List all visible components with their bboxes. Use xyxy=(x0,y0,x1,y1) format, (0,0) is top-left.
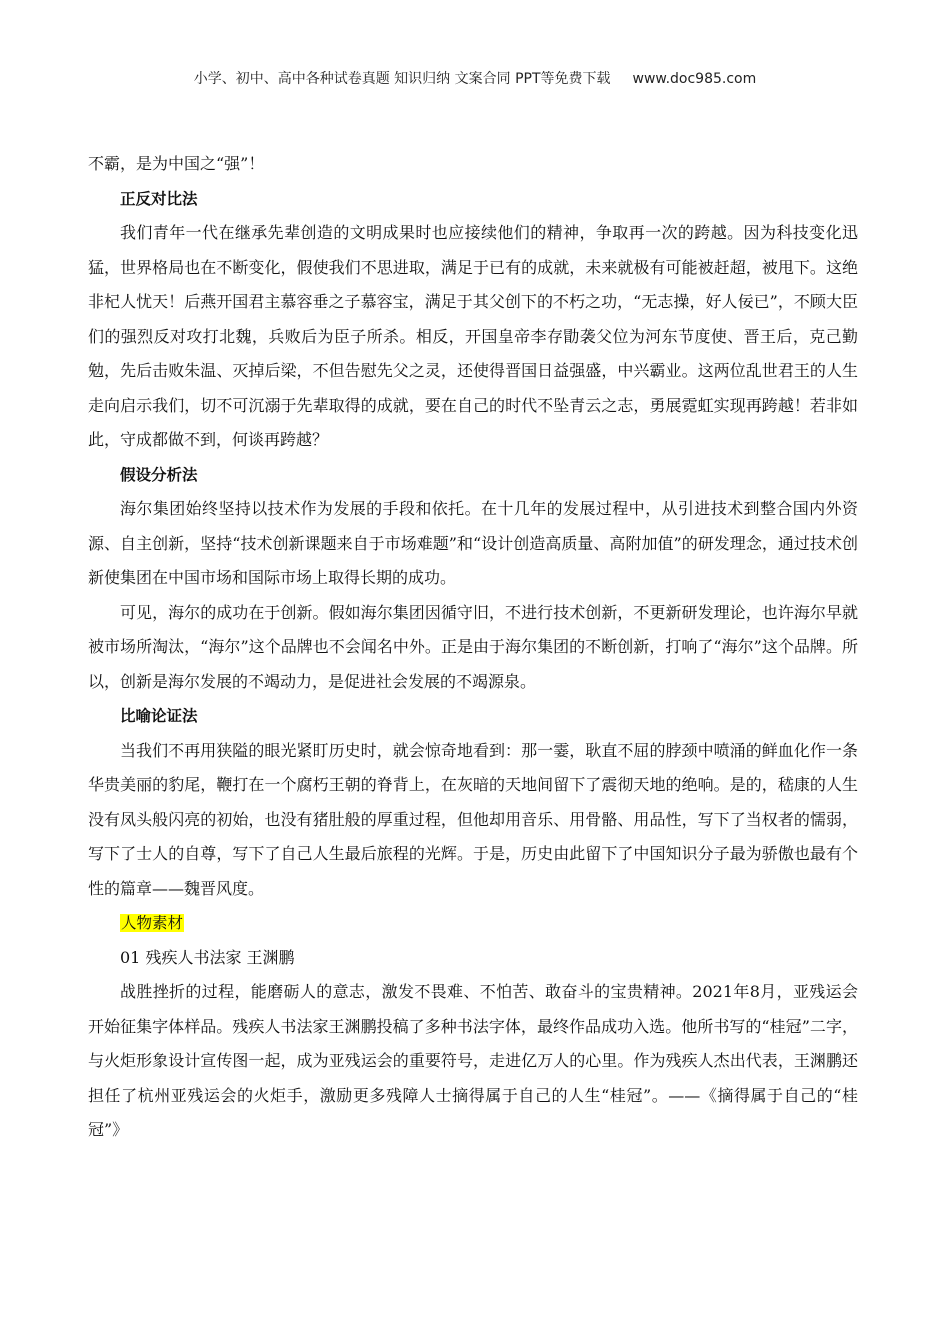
paragraph-metaphor: 当我们不再用狭隘的眼光紧盯历史时，就会惊奇地看到：那一霎，耿直不屈的脖颈中喷涌的鲜血化作一条华贵美丽的豹尾，鞭打在一个腐朽王朝的脊背上，在灰暗的天地间留下了震彻天地的绝响。是的，嵇康的人生没有凤头般闪亮的初始，也没有猪肚般的厚重过程，但他却用音乐、用骨骼、用品性，写下了当权者的懦弱，写下了士人的自尊，写下了自己人生最后旅程的光辉。于是，历史由此留下了中国知识分子最为骄傲也最有个性的篇章——魏晋风度。 xyxy=(88,740,858,898)
heading-contrast-method: 正反对比法 xyxy=(120,189,198,208)
heading-metaphor-method: 比喻论证法 xyxy=(120,707,198,725)
header-text: 小学、初中、高中各种试卷真题 知识归纳 文案合同 PPT等免费下载 xyxy=(193,71,611,87)
paragraph-contrast: 我们青年一代在继承先辈创造的文明成果时也应接续他们的精神，争取再一次的跨越。因为科技变化迅猛，世界格局也在不断变化，假使我们不思进取，满足于已有的成就，未来就极有可能被赶超，被甩下。这绝非杞人忧天！后燕开国君主慕容垂之子慕容宝，满足于其父创下的不朽之功，“无志操，好人佞已”，不顾大臣们的强烈反对攻打北魏，兵败后为臣子所杀。相反，开国皇帝李存勖袭父位为河东节度使、晋王后，克己勤勉，先后击败朱温、灭掉后梁，不但告慰先父之灵，还使得晋国日益强盛，中兴霸业。这两位乱世君王的人生走向启示我们，切不可沉溺于先辈取得的成就，要在自己的时代不坠青云之志，勇展霓虹实现再跨越！若非如此，守成都做不到，何谈再跨越？ xyxy=(88,223,858,449)
paragraph-continuation: 不霸，是为中国之“强”！ xyxy=(88,154,265,173)
document-body xyxy=(88,147,858,1148)
header-site-link[interactable]: www.doc985.com xyxy=(632,71,757,87)
page-header xyxy=(0,68,950,88)
highlighted-label: 人物素材 xyxy=(121,914,184,932)
subheading-wang-yuanpeng: 01 残疾人书法家 王渊鹏 xyxy=(120,947,295,967)
paragraph-wang-yuanpeng: 战胜挫折的过程，能磨砺人的意志，激发不畏难、不怕苦、敢奋斗的宝贵精神。2021年8月，亚残运会开始征集字体样品。残疾人书法家王渊鹏投稿了多种书法字体，最终作品成功入选。他所书写的“桂冠”二字，与火炬形象设计宣传图一起，成为亚残运会的重要符号，走进亿万人的心里。作为残疾人杰出代表，王渊鹏还担任了杭州亚残运会的火炬手，激励更多残障人士摘得属于自己的人生“桂冠”。——《摘得属于自己的“桂冠”》 xyxy=(88,982,858,1139)
heading-hypothesis-method: 假设分析法 xyxy=(120,465,198,484)
heading-character-material xyxy=(88,906,858,941)
paragraph-haier-1: 海尔集团始终坚持以技术作为发展的手段和依托。在十几年的发展过程中，从引进技术到整合国内外资源、自主创新，坚持“技术创新课题来自于市场难题”和“设计创造高质量、高附加值”的研发理念，通过技术创新使集团在中国市场和国际市场上取得长期的成功。 xyxy=(88,499,858,587)
paragraph-haier-2: 可见，海尔的成功在于创新。假如海尔集团因循守旧，不进行技术创新，不更新研发理论，也许海尔早就被市场所淘汰，“海尔”这个品牌也不会闻名中外。正是由于海尔集团的不断创新，打响了“海尔”这个品牌。所以，创新是海尔发展的不竭动力，是促进社会发展的不竭源泉。 xyxy=(88,602,858,691)
